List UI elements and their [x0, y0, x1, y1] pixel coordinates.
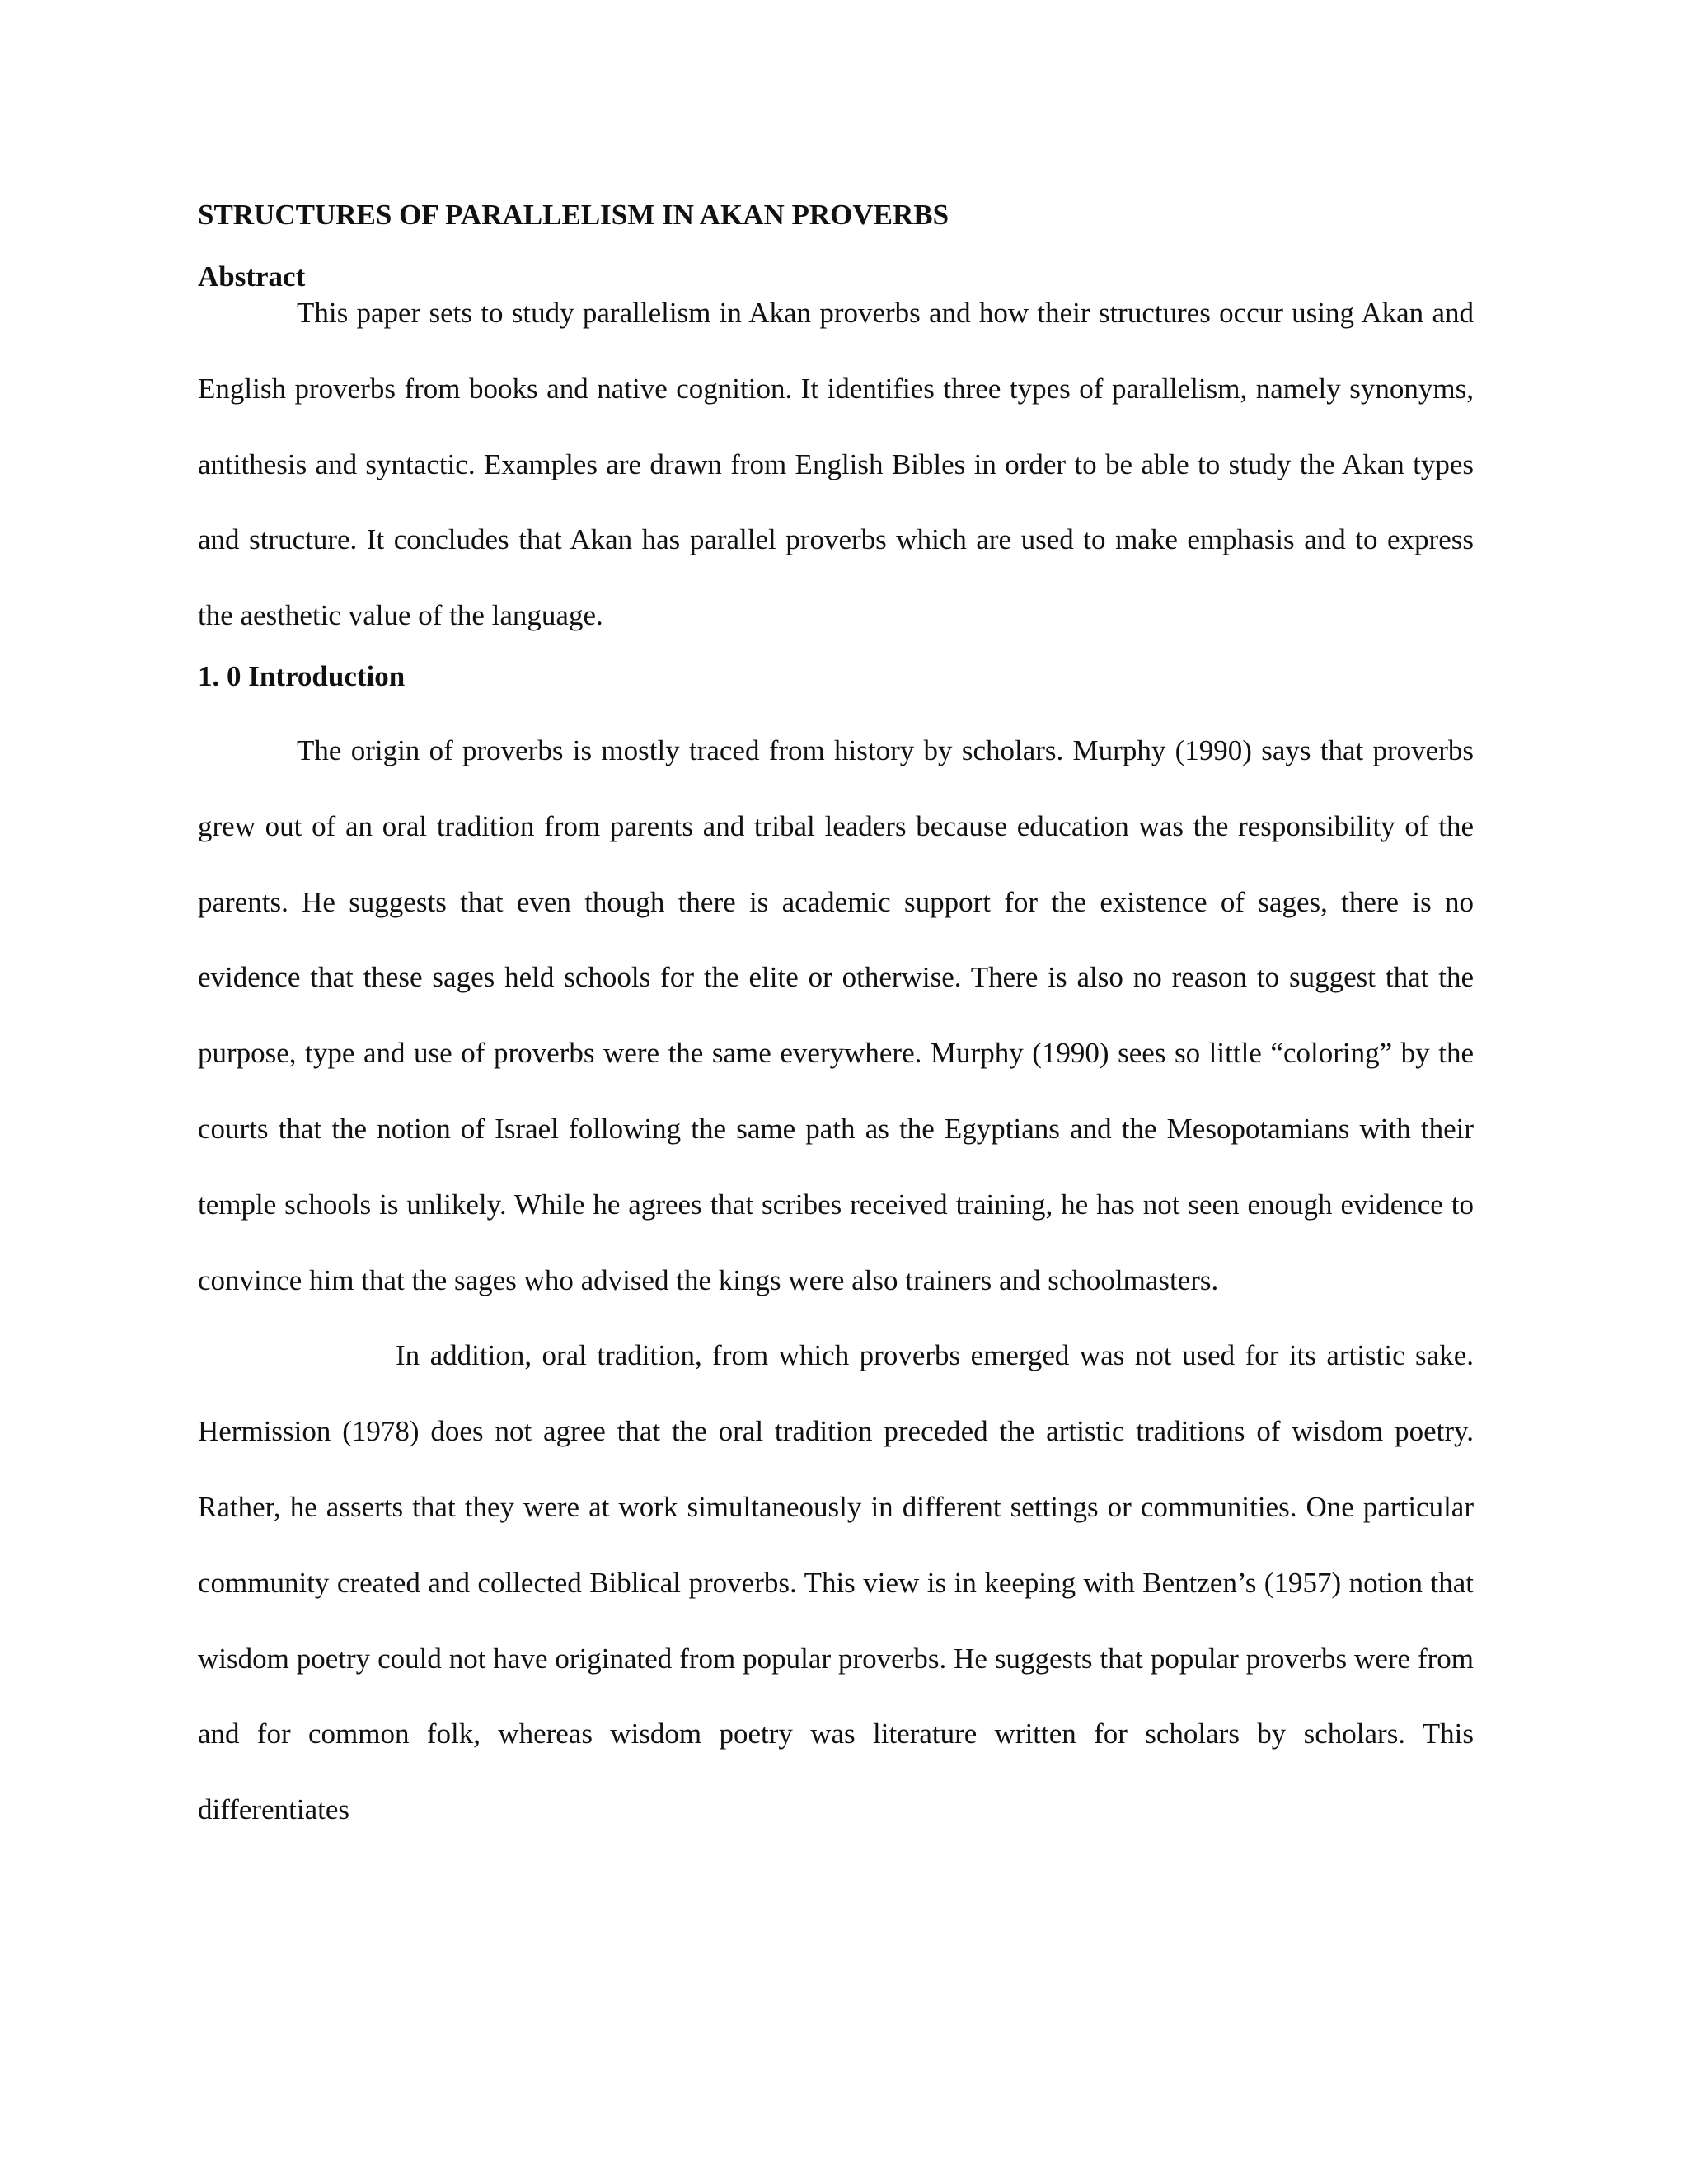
intro-paragraph-1: The origin of proverbs is mostly traced from history by scholars. Murphy (1990) says that proverbs grew out of an oral tradition from parents and tribal leaders because education was the responsibility of the parents. He suggests that even though there is academic support for the existence of sages, there is no evidence that these sages held schools for the elite or otherwise. There is also no reason to suggest that the purpose, type and use of proverbs were the same everywhere. Murphy (1990) sees so little “coloring” by the courts that the notion of Israel following the same path as the Egyptians and the Mesopotamians with their temple schools is unlikely. While he agrees that scribes received training, he has not seen enough evidence to convince him that the sages who advised the kings were also trainers and schoolmasters.	[198, 733, 1474, 1296]
introduction-heading: 1. 0 Introduction	[198, 659, 406, 692]
paper-title: STRUCTURES OF PARALLELISM IN AKAN PROVERBS	[198, 199, 950, 231]
abstract-paragraph: This paper sets to study parallelism in Akan proverbs and how their structures occur using Akan and English proverbs from books and native cognition. It identifies three types of parallelism, namely synonyms, antithesis and syntactic. Examples are drawn from English Bibles in order to be able to study the Akan types and structure. It concludes that Akan has parallel proverbs which are used to make emphasis and to express the aesthetic value of the language.	[198, 297, 1474, 632]
abstract-heading: Abstract	[198, 260, 306, 293]
intro-paragraph-2: In addition, oral tradition, from which proverbs emerged was not used for its artistic sake. Hermission (1978) does not agree that the oral tradition preceded the artistic traditions of wisdom poetry. Rather, he asserts that they were at work simultaneously in different settings or communities. One particular community created and collected Biblical proverbs. This view is in keeping with Bentzen’s (1957) notion that wisdom poetry could not have originated from popular proverbs. He suggests that popular proverbs were from and for common folk, whereas wisdom poetry was literature written for scholars by scholars. This differentiates	[198, 1339, 1474, 1826]
page-content	[198, 194, 1474, 1848]
